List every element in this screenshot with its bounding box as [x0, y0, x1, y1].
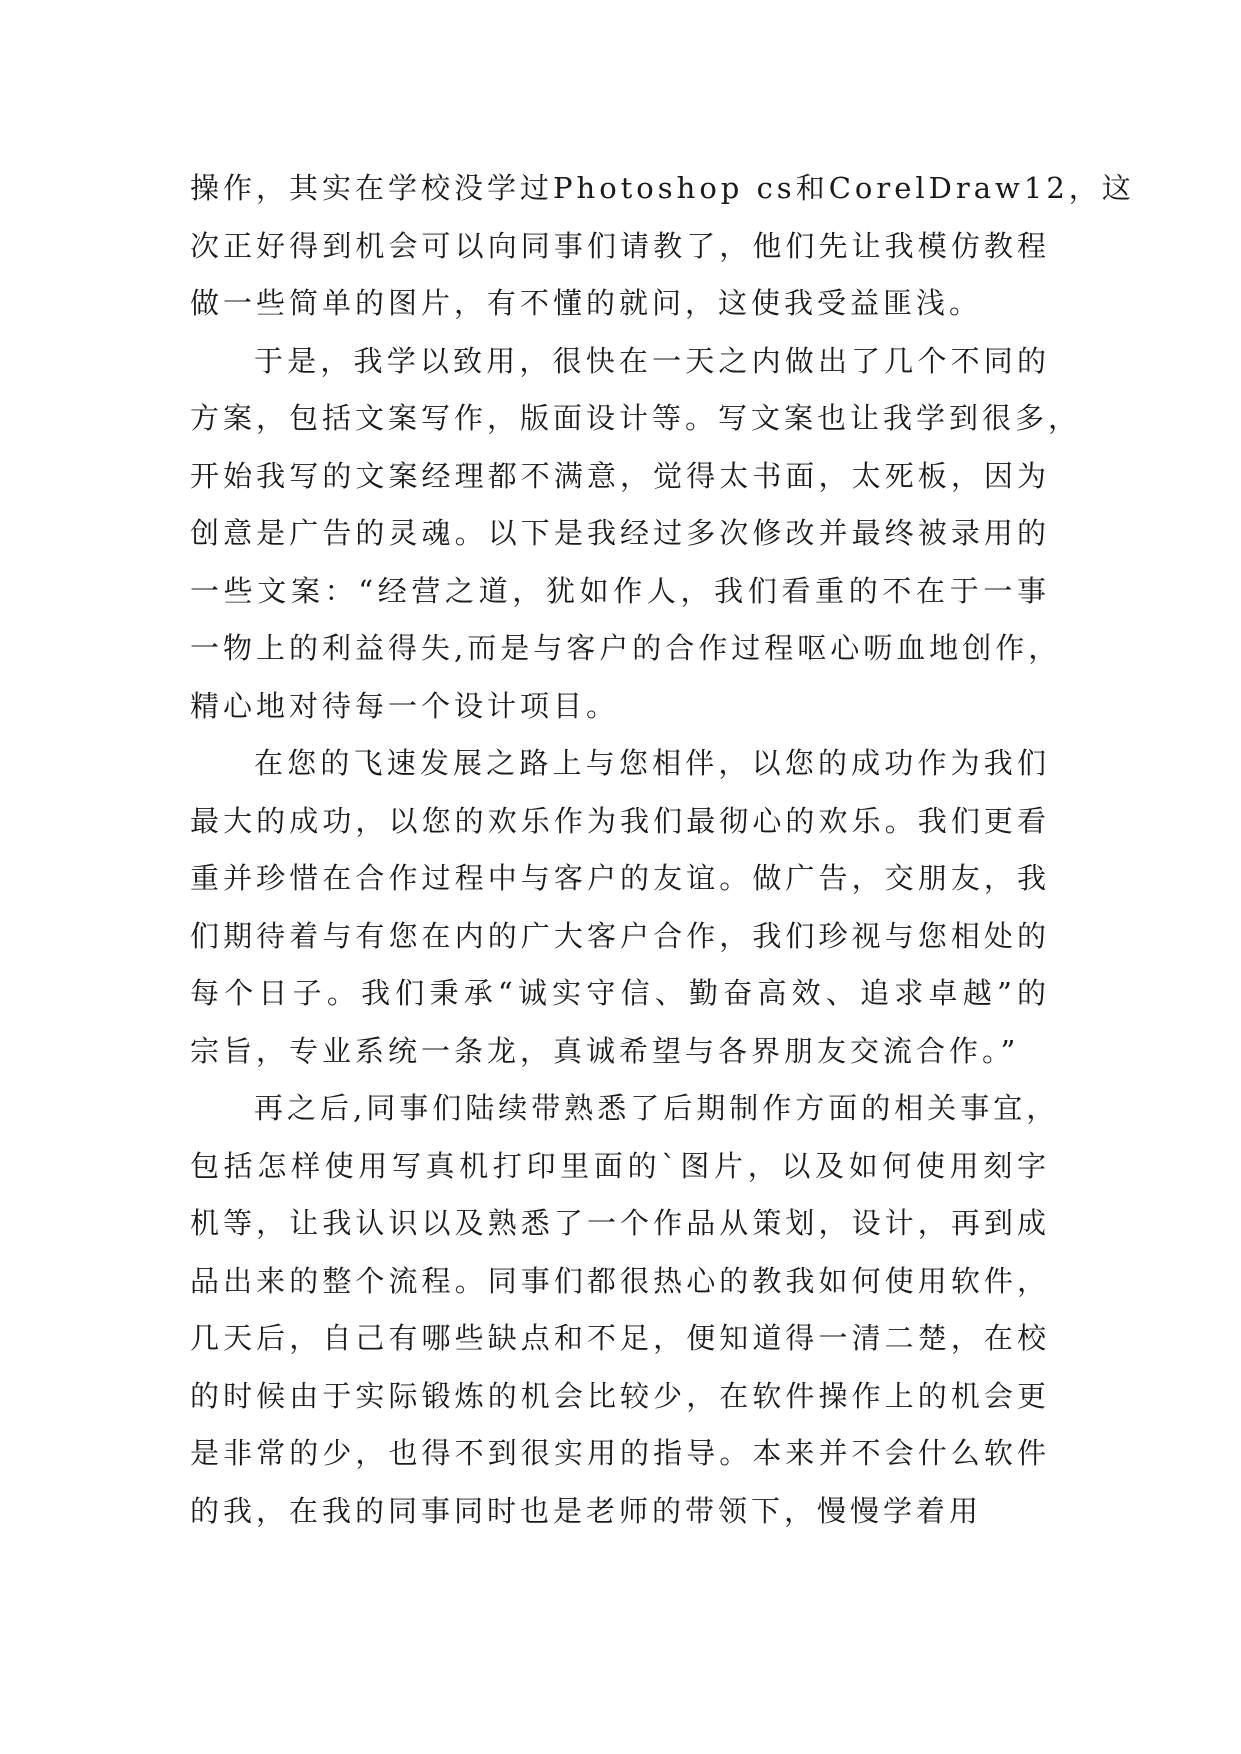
text-line: 一些文案：“经营之道，犹如作人，我们看重的不在于一事	[190, 573, 1050, 608]
paragraph-first-line: 在您的飞速发展之路上与您相伴，以您的成功作为我们	[254, 746, 1050, 780]
text-line: 几天后，自己有哪些缺点和不足，便知道得一清二楚，在校	[190, 1321, 1050, 1355]
text-line: 方案，包括文案写作，版面设计等。写文案也让我学到很多，	[190, 401, 1082, 435]
paragraph-first-line: 再之后,同事们陆续带熟悉了后期制作方面的相关事宜，	[254, 1091, 1060, 1125]
text-line: 们期待着与有您在内的广大客户合作，我们珍视与您相处的	[190, 918, 1050, 953]
text-line: 操作，其实在学校没学过Photoshop cs和CorelDraw12，这	[190, 171, 1135, 205]
text-line: 开始我写的文案经理都不满意，觉得太书面，太死板，因为	[190, 458, 1050, 493]
text-line: 做一些简单的图片，有不懂的就问，这使我受益匪浅。	[190, 286, 983, 320]
text-line: 每个日子。我们秉承“诚实守信、勤奋高效、追求卓越”的	[190, 976, 1050, 1010]
text-line: 品出来的整个流程。同事们都很热心的教我如何使用软件，	[190, 1263, 1050, 1298]
document-body	[190, 160, 1135, 1540]
text-line: 的时候由于实际锻炼的机会比较少，在软件操作上的机会更	[190, 1378, 1050, 1413]
text-line: 一物上的利益得失,而是与客户的合作过程呕心呖血地创作，	[190, 631, 1062, 665]
text-line: 机等，让我认识以及熟悉了一个作品从策划，设计，再到成	[190, 1206, 1050, 1240]
text-line: 的我，在我的同事同时也是老师的带领下，慢慢学着用	[190, 1493, 983, 1528]
text-line: 包括怎样使用写真机打印里面的`图片，以及如何使用刻字	[190, 1148, 1050, 1183]
paragraph-first-line: 于是，我学以致用，很快在一天之内做出了几个不同的	[254, 343, 1050, 378]
text-line: 创意是广告的灵魂。以下是我经过多次修改并最终被录用的	[190, 516, 1050, 550]
text-line: 是非常的少，也得不到很实用的指导。本来并不会什么软件	[190, 1436, 1050, 1470]
text-line: 次正好得到机会可以向同事们请教了，他们先让我模仿教程	[190, 228, 1050, 263]
text-line: 重并珍惜在合作过程中与客户的友谊。做广告，交朋友，我	[190, 861, 1050, 895]
text-line: 最大的成功，以您的欢乐作为我们最彻心的欢乐。我们更看	[190, 803, 1050, 838]
text-line: 宗旨，专业系统一条龙，真诚希望与各界朋友交流合作。”	[190, 1033, 1020, 1068]
text-line: 精心地对待每一个设计项目。	[190, 688, 620, 723]
